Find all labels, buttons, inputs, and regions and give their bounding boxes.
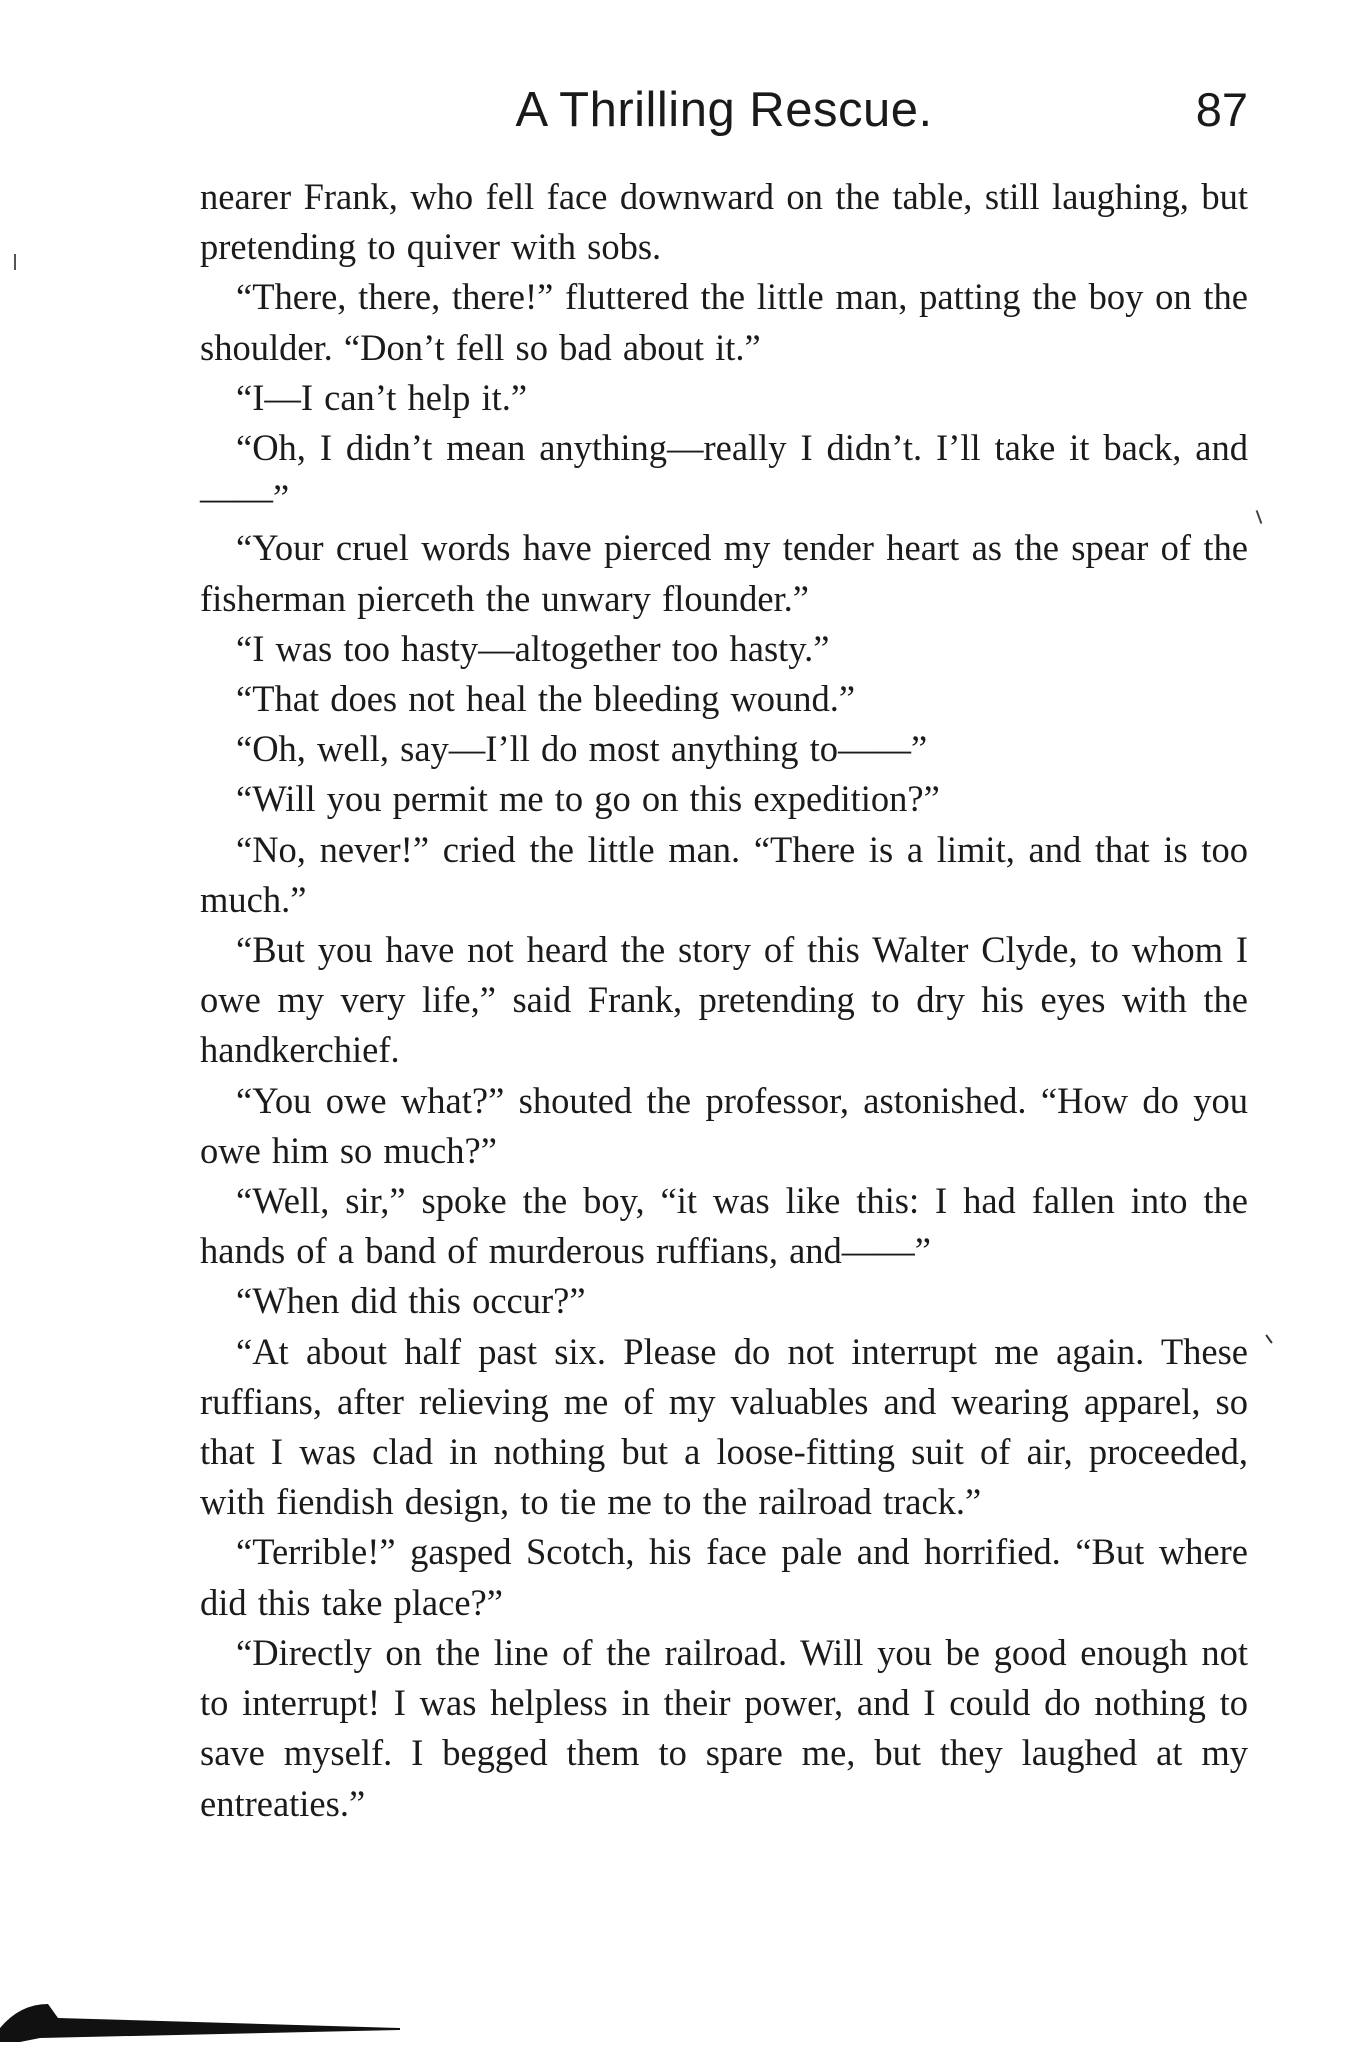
paragraph-16: “Terrible!” gasped Scotch, his face pale and horrified. “But where did this take place?” [200, 1531, 1248, 1623]
paragraph-4: “Oh, I didn’t mean anything—really I didn’t. I’ll take it back, and——” [200, 427, 1248, 519]
paragraph-5: “Your cruel words have pierced my tender heart as the spear of the fisherman pierceth the unwary flounder.” [200, 527, 1248, 619]
paragraph-1: nearer Frank, who fell face downward on the table, still laughing, but pretending to quiver with sobs. [200, 176, 1248, 268]
paragraph-15: “At about half past six. Please do not interrupt me again. These ruffians, after relieving me of my valuables and wearing apparel, so that I was clad in nothing but a loose-fitting suit of air, proceeded, with fiendish design, to tie me to the railroad track.” [200, 1330, 1248, 1523]
scan-speck [1265, 1334, 1272, 1343]
paragraph-17: “Directly on the line of the railroad. Will you be good enough not to interrupt! I was helpless in their power, and I could do nothing to save myself. I begged them to spare me, but they laughed at my entreaties.” [200, 1631, 1248, 1824]
paragraph-3: “I—I can’t help it.” [236, 376, 528, 418]
paragraph-10: “No, never!” cried the little man. “There is a limit, and that is too much.” [200, 828, 1248, 920]
body-text [200, 172, 1248, 1829]
torn-edge-mark [0, 1998, 400, 2042]
paragraph-13: “Well, sir,” spoke the boy, “it was like this: I had fallen into the hands of a band of murderous ruffians, and——” [200, 1180, 1248, 1272]
paragraph-7: “That does not heal the bleeding wound.” [236, 678, 856, 720]
paragraph-6: “I was too hasty—altogether too hasty.” [236, 627, 830, 669]
running-head [200, 82, 1248, 152]
paragraph-2: “There, there, there!” fluttered the little man, patting the boy on the shoulder. “Don’t fell so bad about it.” [200, 276, 1248, 368]
page-number: 87 [1195, 83, 1248, 136]
paragraph-8: “Oh, well, say—I’ll do most anything to——” [236, 728, 928, 770]
scan-speck [1256, 510, 1263, 524]
running-title: A Thrilling Rescue. [515, 83, 933, 137]
paragraph-11: “But you have not heard the story of this Walter Clyde, to whom I owe my very life,” said Frank, pretending to dry his eyes with the handkerchief. [200, 929, 1248, 1071]
paragraph-9: “Will you permit me to go on this expedition?” [236, 778, 940, 820]
paragraph-12: “You owe what?” shouted the professor, astonished. “How do you owe him so much?” [200, 1079, 1248, 1171]
scan-speck [14, 254, 16, 270]
paragraph-14: “When did this occur?” [236, 1280, 586, 1322]
